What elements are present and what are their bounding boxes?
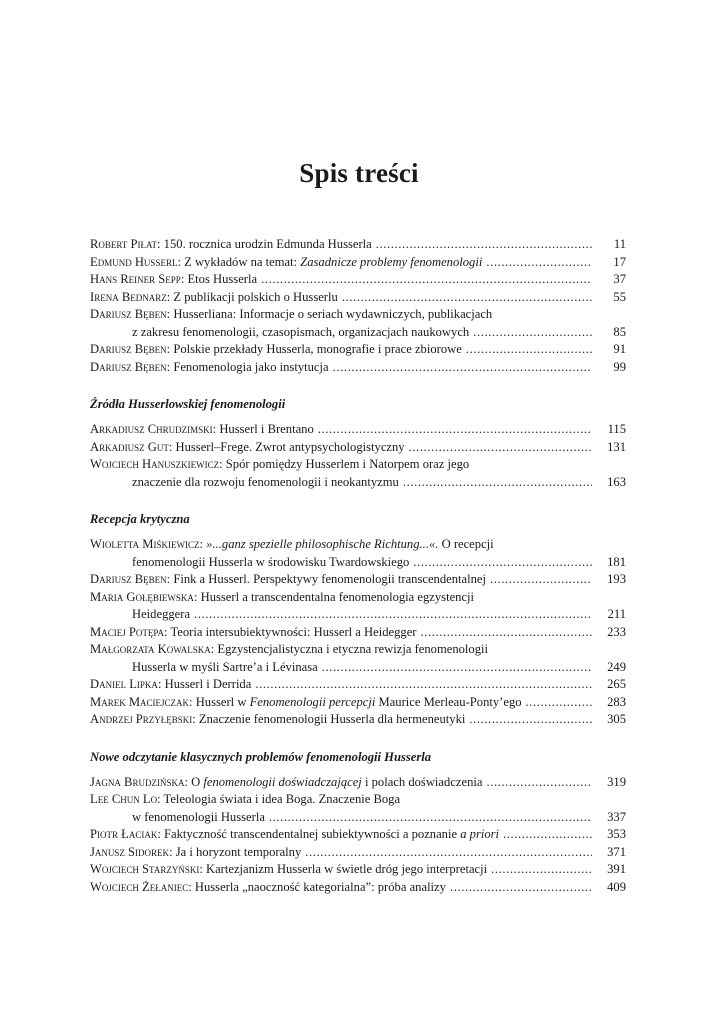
entry-author: Maciej Potępa: [90, 624, 165, 639]
toc-entry-title: [90, 774, 482, 792]
toc-section: [90, 396, 626, 491]
toc-section: [90, 236, 626, 376]
toc-entry[interactable]: [90, 289, 626, 307]
entry-title-italic: Zasadnicze problemy fenomenologii: [300, 254, 483, 269]
entry-title-italic: Fenomenologii percepcji: [249, 694, 376, 709]
toc-entry[interactable]: [90, 861, 626, 879]
toc-entry-title: [90, 791, 400, 809]
entry-author: Wojciech Hanuszkiewicz: [90, 457, 220, 471]
entry-separator: :: [166, 289, 174, 304]
dot-leader: [255, 676, 592, 694]
page-number: 37: [613, 272, 626, 286]
entry-separator: :: [157, 827, 164, 841]
entry-author: Lee Chun Lo: [90, 792, 158, 806]
toc-entry-text: [132, 324, 596, 342]
toc-entry-continuation[interactable]: [90, 554, 626, 572]
entry-author: Dariusz Bęben: [90, 342, 167, 356]
page-title: Spis treści: [299, 158, 419, 188]
page-number: 211: [607, 607, 626, 621]
entry-title: Husserl i Derrida: [164, 677, 252, 691]
page-number: 233: [607, 624, 626, 639]
toc-entry[interactable]: [90, 236, 626, 254]
entry-title-continued: znaczenie dla rozwoju fenomenologii i neokantyzmu: [132, 474, 399, 489]
dot-leader: [376, 236, 592, 254]
page-number: 99: [613, 359, 626, 374]
entry-author: Małgorzata Kowalska: [90, 642, 211, 656]
dot-leader: [318, 421, 592, 439]
dot-leader: [269, 809, 592, 827]
toc-entry-text: [90, 439, 596, 457]
toc-entry[interactable]: [90, 624, 626, 642]
dot-leader: [503, 826, 592, 844]
entry-title: Husserla „naoczność kategorialna”: próba analizy: [194, 879, 446, 894]
entry-title: Husserliana: Informacje o seriach wydawniczych, publikacjach: [173, 307, 493, 321]
page-number: 283: [607, 694, 626, 709]
toc-entry-text: [90, 694, 596, 712]
toc-entry[interactable]: [90, 421, 626, 439]
dot-leader: [342, 289, 592, 307]
dot-leader: [333, 359, 592, 377]
toc-entry-title: [90, 861, 487, 879]
entry-separator: :: [192, 712, 199, 726]
entry-title: Z publikacji polskich o Husserlu: [173, 289, 338, 304]
toc-entry[interactable]: [90, 359, 626, 377]
entry-author: Irena Bednarz: [90, 289, 167, 304]
toc-entry-title: [90, 676, 251, 694]
entry-title-italic: a priori: [460, 827, 500, 841]
toc-entry-text: [90, 791, 596, 809]
dot-leader: [194, 606, 592, 624]
toc-entry-title: [90, 439, 405, 457]
entry-separator: :: [164, 624, 171, 639]
toc-entry[interactable]: [90, 589, 626, 607]
entry-author: Dariusz Bęben: [90, 359, 167, 374]
toc-entry[interactable]: [90, 271, 626, 289]
entry-separator: :: [210, 642, 218, 656]
page-number: 319: [607, 774, 626, 789]
toc-entry-text: [132, 554, 596, 572]
entry-title-italic: fenomenologii doświadczającej: [203, 774, 362, 789]
toc-entry-text: [132, 606, 596, 624]
toc-entry-text: [90, 571, 596, 589]
page-number: 249: [607, 659, 626, 674]
entry-author: Dariusz Bęben: [90, 572, 167, 586]
dot-leader: [261, 271, 592, 289]
toc-entry-text: [90, 861, 596, 879]
entry-separator: :: [168, 439, 176, 454]
entry-separator: :: [189, 694, 196, 709]
dot-leader: [403, 474, 592, 492]
entry-author: Piotr Łaciak: [90, 827, 158, 841]
entry-separator: :: [177, 254, 185, 269]
dot-leader: [490, 571, 592, 589]
toc-entry[interactable]: [90, 711, 626, 729]
toc-entry-text: [90, 774, 596, 792]
entry-author: Jagna Brudzińska: [90, 774, 185, 789]
page-number: 337: [607, 809, 626, 824]
toc-entry-text: [90, 844, 596, 862]
page-number: 163: [607, 474, 626, 489]
toc-entry[interactable]: [90, 306, 626, 324]
entry-title: Znaczenie fenomenologii Husserla dla hermeneutyki: [198, 712, 466, 726]
entry-separator: :: [184, 774, 192, 789]
toc-entry-title: [90, 359, 329, 377]
entry-title: Etos Husserla: [187, 272, 258, 286]
toc-entry-text: [90, 421, 596, 439]
entry-title: Husserl–Frege. Zwrot antypsychologistyczny: [175, 439, 405, 454]
entry-author: Wojciech Żełaniec: [90, 879, 189, 894]
toc-entry-title: [90, 879, 446, 897]
entry-title-rest: Maurice Merleau-Ponty’ego: [375, 694, 522, 709]
entry-title: Z wykładów na temat:: [184, 254, 301, 269]
entry-title-continued: Husserla w myśli Sartre’a i Lévinasa: [132, 659, 318, 674]
toc-entry-text: [90, 271, 596, 289]
entry-title: Husserl a transcendentalna fenomenologia egzystencji: [200, 589, 475, 604]
entry-author: Robert Piłat: [90, 237, 158, 251]
toc-entry[interactable]: [90, 571, 626, 589]
page-number: 409: [607, 879, 626, 894]
toc-entry-continuation[interactable]: [90, 324, 626, 342]
entry-author: Edmund Husserl: [90, 254, 178, 269]
toc-entry[interactable]: [90, 774, 626, 792]
dot-leader: [466, 341, 592, 359]
toc-entry[interactable]: [90, 254, 626, 272]
toc-entry-title: [90, 341, 462, 359]
page-number: 305: [607, 712, 626, 726]
entry-author: Andrzej Przyłębski: [90, 712, 193, 726]
entry-author: Arkadiusz Gut: [90, 439, 169, 454]
toc-entry-text: [90, 359, 596, 377]
toc-entry-title: [90, 589, 474, 607]
toc-entry-title: [90, 641, 488, 659]
toc-entry-title: [90, 289, 338, 307]
toc-entry-text: [90, 289, 596, 307]
dot-leader: [486, 774, 592, 792]
toc-entry[interactable]: [90, 879, 626, 897]
toc-entry-title: [90, 844, 301, 862]
entry-separator: :: [157, 792, 164, 806]
toc-entry-title: [90, 571, 486, 589]
toc-entry[interactable]: [90, 439, 626, 457]
page-number: 391: [607, 862, 626, 876]
dot-leader: [473, 324, 592, 342]
entry-separator: :: [180, 272, 188, 286]
entry-title: Husserl w: [195, 694, 250, 709]
toc-entry[interactable]: [90, 456, 626, 474]
dot-leader: [305, 844, 592, 862]
entry-title: Faktyczność transcendentalnej subiektywności a poznanie: [164, 827, 461, 841]
page-number: 193: [607, 572, 626, 586]
entry-author: Dariusz Bęben: [90, 307, 167, 321]
entry-separator: :: [193, 589, 201, 604]
entry-title: Husserl i Brentano: [219, 422, 314, 436]
toc-entry[interactable]: [90, 341, 626, 359]
entry-author: Marek Maciejczak: [90, 694, 190, 709]
entry-separator: :: [166, 572, 174, 586]
toc-entry-title: [90, 306, 492, 324]
toc-entry-text: [90, 826, 596, 844]
toc-entry-title: [90, 236, 372, 254]
entry-title: Fink a Husserl. Perspektywy fenomenologii transcendentalnej: [173, 572, 486, 586]
toc-entry-title: [90, 624, 416, 642]
toc-entry[interactable]: [90, 844, 626, 862]
section-heading: Nowe odczytanie klasycznych problemów fenomenologii Husserla: [90, 749, 432, 764]
toc-entry-continuation[interactable]: [90, 659, 626, 677]
toc-entry-continuation[interactable]: [90, 606, 626, 624]
toc-entry-text: [90, 624, 596, 642]
toc-entry-continuation[interactable]: [90, 809, 626, 827]
entry-author: Wioletta Miśkiewicz: [90, 537, 200, 551]
toc-entry-text: [90, 456, 596, 474]
toc-entry-title: [90, 826, 499, 844]
entry-title-rest: O recepcji: [438, 537, 494, 551]
page-number: 353: [607, 827, 626, 841]
page-number: 131: [607, 439, 626, 454]
dot-leader: [413, 554, 592, 572]
toc-entry-text: [132, 474, 596, 492]
entry-author: Daniel Lipka: [90, 677, 158, 691]
toc-entry-text: [132, 659, 596, 677]
entry-title: Kartezjanizm Husserla w świetle dróg jego interpretacji: [205, 862, 488, 876]
entry-author: Hans Reiner Sepp: [90, 272, 181, 286]
dot-leader: [420, 624, 592, 642]
page-number: 115: [607, 422, 626, 436]
entry-title: 150. rocznica urodzin Edmunda Husserla: [163, 237, 372, 251]
toc-entry[interactable]: [90, 676, 626, 694]
entry-separator: :: [169, 844, 176, 859]
dot-leader: [469, 711, 592, 729]
toc-entry-title: [90, 271, 257, 289]
entry-separator: :: [199, 862, 206, 876]
page-number: 91: [613, 342, 626, 356]
toc-entry-title: [90, 456, 469, 474]
entry-separator: :: [166, 342, 174, 356]
entry-title: Polskie przekłady Husserla, monografie i prace zbiorowe: [173, 342, 462, 356]
entry-title: Teoria intersubiektywności: Husserl a Heidegger: [170, 624, 417, 639]
entry-title-continued: fenomenologii Husserla w środowisku Twardowskiego: [132, 554, 410, 569]
entry-title-continued: Heideggera: [132, 607, 191, 621]
toc-entry-text: [90, 341, 596, 359]
toc-entry-text: [90, 254, 596, 272]
section-heading: Źródła Husserlowskiej fenomenologii: [90, 397, 286, 411]
page-number: 181: [607, 554, 626, 569]
entry-separator: :: [212, 422, 220, 436]
toc-entry-title: [90, 536, 494, 554]
entry-author: Wojciech Starzyński: [90, 862, 200, 876]
entry-separator: :: [219, 457, 226, 471]
entry-author: Maria Gołębiewska: [90, 589, 194, 604]
dot-leader: [322, 659, 592, 677]
dot-leader: [491, 861, 592, 879]
entry-title: Teleologia świata i idea Boga. Znaczenie Boga: [163, 792, 401, 806]
entry-title-continued: z zakresu fenomenologii, czasopismach, organizacjach naukowych: [132, 324, 470, 339]
page-number: 85: [613, 324, 626, 339]
entry-separator: :: [188, 879, 195, 894]
toc-section: [90, 749, 626, 897]
toc-entry-title: [90, 254, 482, 272]
toc-entry[interactable]: [90, 826, 626, 844]
entry-title-italic: »...ganz spezielle philosophische Richtung...«.: [206, 537, 439, 551]
section-heading: Recepcja krytyczna: [90, 512, 190, 526]
entry-title: Fenomenologia jako instytucja: [173, 359, 329, 374]
toc-entry-title: [90, 694, 522, 712]
toc-entry-title: [90, 711, 465, 729]
dot-leader: [409, 439, 592, 457]
entry-separator: :: [166, 307, 174, 321]
entry-separator: :: [199, 537, 207, 551]
page-number: 265: [607, 677, 626, 691]
toc-entry[interactable]: [90, 694, 626, 712]
toc-entry-text: [90, 236, 596, 254]
table-of-contents: [90, 236, 626, 896]
entry-separator: :: [166, 359, 174, 374]
entry-separator: :: [157, 237, 164, 251]
page-number: 55: [613, 289, 626, 304]
entry-title-rest: i polach doświadczenia: [361, 774, 483, 789]
dot-leader: [486, 254, 592, 272]
toc-entry[interactable]: [90, 791, 626, 809]
entry-title: Spór pomiędzy Husserlem i Natorpem oraz jego: [225, 457, 470, 471]
toc-entry-title: [90, 421, 314, 439]
toc-entry-text: [90, 676, 596, 694]
entry-separator: :: [157, 677, 165, 691]
toc-entry[interactable]: [90, 641, 626, 659]
toc-entry-text: [90, 536, 596, 554]
toc-entry[interactable]: [90, 536, 626, 554]
toc-entry-text: [90, 306, 596, 324]
page-number: 371: [607, 844, 626, 859]
toc-entry-text: [90, 711, 596, 729]
toc-section: [90, 511, 626, 729]
entry-title: O: [191, 774, 204, 789]
entry-title: Egzystencjalistyczna i etyczna rewizja fenomenologii: [217, 642, 489, 656]
entry-author: Janusz Sidorek: [90, 844, 170, 859]
toc-entry-text: [132, 809, 596, 827]
page-number: 17: [613, 254, 626, 269]
toc-entry-continuation[interactable]: [90, 474, 626, 492]
toc-entry-text: [90, 641, 596, 659]
entry-author: Arkadiusz Chrudzimski: [90, 422, 213, 436]
dot-leader: [450, 879, 592, 897]
page-number: 11: [613, 237, 626, 251]
entry-title-continued: w fenomenologii Husserla: [132, 809, 265, 824]
toc-entry-text: [90, 589, 596, 607]
entry-title: Ja i horyzont temporalny: [175, 844, 302, 859]
dot-leader: [526, 694, 592, 712]
toc-entry-text: [90, 879, 596, 897]
